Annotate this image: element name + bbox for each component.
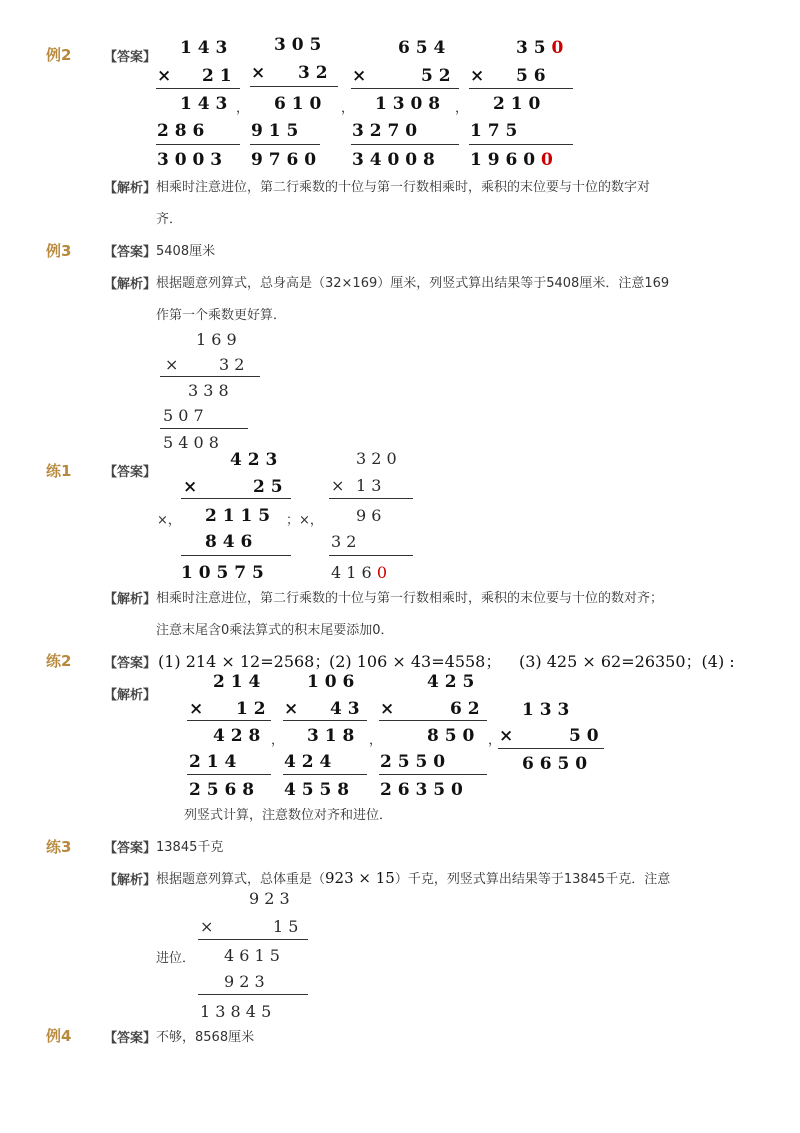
example-4-label: 例4	[46, 1027, 72, 1045]
answer-tag: 【答案】	[104, 841, 157, 856]
example-2-label: 例2	[46, 46, 72, 64]
pr2-answer-2: (2) 106 × 43=4558；	[329, 652, 502, 671]
analysis-tag: 【解析】	[104, 181, 157, 196]
answer-tag: 【答案】	[104, 465, 157, 480]
answer-tag: 【答案】	[104, 50, 157, 65]
answer-tag: 【答案】	[104, 656, 157, 671]
ex2-analysis-line-1: 相乘时注意进位，第二行乘数的十位与第一行数相乘时，乘积的末位要与十位的数字对	[156, 180, 651, 195]
pr1-analysis-line-1: 相乘时注意进位，第二行乘数的十位与第一行数相乘时，乘积的末位要与十位的数对齐；	[156, 591, 664, 606]
ex3-analysis-line-1: 根据题意列算式，总身高是（32×169）厘米，列竖式算出结果等于5408厘米．注意169	[156, 276, 670, 291]
ex3-analysis-line-2: 作第一个乘数更好算．	[156, 308, 287, 323]
ex4-answer: 不够，8568厘米	[156, 1030, 255, 1045]
pr1-analysis-line-2: 注意末尾含0乘法算式的积末尾要添加0．	[156, 623, 394, 638]
analysis-tag: 【解析】	[104, 688, 157, 703]
pr3-answer: 13845千克	[156, 840, 224, 855]
analysis-tag: 【解析】	[104, 592, 157, 607]
pr3-analysis-line-1: 根据题意列算式，总体重是（923 × 15）千克，列竖式算出结果等于13845千克．注意	[156, 869, 671, 887]
analysis-tag: 【解析】	[104, 873, 157, 888]
pr2-answer-3: (3) 425 × 62=26350；(4) :	[519, 652, 735, 671]
ex2-analysis-line-2: 齐．	[156, 212, 183, 227]
analysis-tag: 【解析】	[104, 277, 157, 292]
practice-3-label: 练3	[46, 838, 72, 856]
ex3-answer: 5408厘米	[156, 244, 216, 259]
example-3-label: 例3	[46, 242, 72, 260]
practice-2-label: 练2	[46, 652, 72, 670]
answer-tag: 【答案】	[104, 1031, 157, 1046]
pr2-answer-1: (1) 214 × 12=2568；	[158, 652, 331, 671]
pr2-analysis: 列竖式计算，注意数位对齐和进位．	[184, 808, 393, 823]
practice-1-label: 练1	[46, 462, 72, 480]
answer-tag: 【答案】	[104, 245, 157, 260]
pr3-analysis-line-2: 进位．	[156, 951, 196, 966]
